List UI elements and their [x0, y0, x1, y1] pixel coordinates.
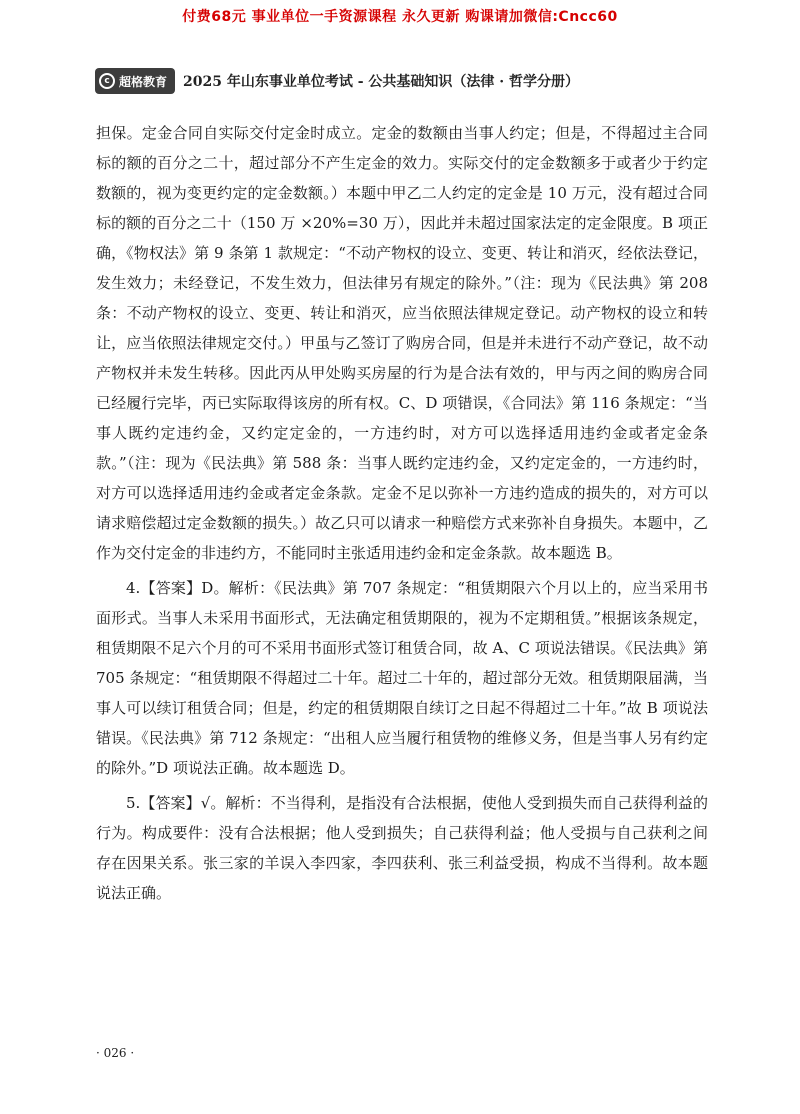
brand-logo — [95, 68, 175, 94]
paragraph-answer-4: 4.【答案】D。解析：《民法典》第 707 条规定：“租赁期限六个月以上的，应当采用书面形式。当事人未采用书面形式，无法确定租赁期限的，视为不定期租赁。”根据该条规定，租赁期限不足六个月的可不采用书面形式签订租赁合同，故 A、C 项说法错误。《民法典》第 705 条规定：“租赁期限不得超过二十年。超过二十年的，超过部分无效。租赁期限届满，当事人可以续订租赁合同；但是，约定的租赁期限自续订之日起不得超过二十年。”故 B 项说法错误。《民法典》第 712 条规定：“出租人应当履行租赁物的维修义务，但是当事人另有约定的除外。”D 项说法正确。故本题选 D。 — [96, 579, 708, 777]
header-title: 2025 年山东事业单位考试 - 公共基础知识（法律 · 哲学分册） — [183, 74, 580, 90]
logo-text: 超格教育 — [119, 74, 168, 89]
watermark-text: 付费68元 事业单位一手资源课程 永久更新 购课请加微信:Cncc60 — [182, 9, 618, 25]
logo-icon: c — [99, 73, 115, 89]
page-header — [95, 66, 715, 96]
page-number: · 026 · — [96, 1046, 135, 1060]
paragraph-answer-5: 5.【答案】√。解析：不当得利，是指没有合法根据，使他人受到损失而自己获得利益的行为。构成要件：没有合法根据；他人受到损失；自己获得利益；他人受损与自己获利之间存在因果关系。张三家的羊误入李四家，李四获利、张三利益受损，构成不当得利。故本题说法正确。 — [96, 794, 708, 902]
paragraph-continuation: 担保。定金合同自实际交付定金时成立。定金的数额由当事人约定；但是，不得超过主合同标的额的百分之二十，超过部分不产生定金的效力。实际交付的定金数额多于或者少于约定数额的，视为变更约定的定金数额。）本题中甲乙二人约定的定金是 10 万元，没有超过合同标的额的百分之二十（150 万 ×20%=30 万），因此并未超过国家法定的定金限度。B 项正确，《物权法》第 9 条第 1 款规定：“不动产物权的设立、变更、转让和消灭，经依法登记，发生效力；未经登记，不发生效力，但法律另有规定的除外。”（注：现为《民法典》第 208 条：不动产物权的设立、变更、转让和消灭，应当依照法律规定登记。动产物权的设立和转让，应当依照法律规定交付。）甲虽与乙签订了购房合同，但是并未进行不动产登记，故不动产物权并未发生转移。因此丙从甲处购买房屋的行为是合法有效的，甲与丙之间的购房合同已经履行完毕，丙已实际取得该房的所有权。C、D 项错误，《合同法》第 116 条规定：“当事人既约定违约金，又约定定金的，一方违约时，对方可以选择适用违约金或者定金条款。”（注：现为《民法典》第 588 条：当事人既约定违约金，又约定定金的，一方违约时，对方可以选择适用违约金或者定金条款。定金不足以弥补一方违约造成的损失的，对方可以请求赔偿超过定金数额的损失。）故乙只可以请求一种赔偿方式来弥补自身损失。本题中，乙作为交付定金的非违约方，不能同时主张适用违约金和定金条款。故本题选 B。 — [96, 124, 708, 562]
document-body — [96, 118, 708, 913]
